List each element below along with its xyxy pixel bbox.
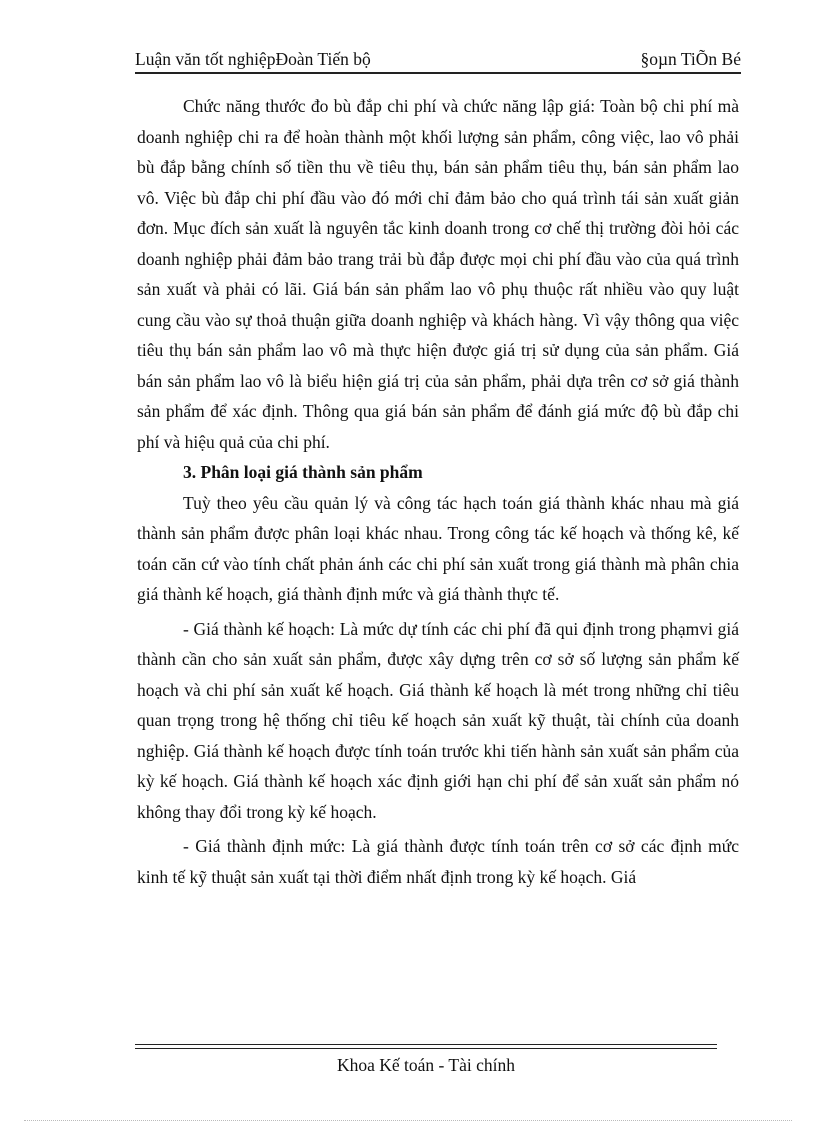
paragraph-price-functions: Chức năng thước đo bù đắp chi phí và chức năng lập giá: Toàn bộ chi phí mà doanh nghiệp chi ra để hoàn thành một khối lượng sản phẩm, công việc, lao vô phải bù đắp bằng chính số tiền thu về tiêu thụ, bán sản phẩm tiêu thụ, bán sản phẩm lao vô. Việc bù đắp chi phí đầu vào đó mới chỉ đảm bảo cho quá trình tái sản xuất giản đơn. Mục đích sản xuất là nguyên tắc kinh doanh trong cơ chế thị trường đòi hỏi các doanh nghiệp phải đảm bảo trang trải bù đắp được mọi chi phí đầu vào của quá trình sản xuất và phải có lãi. Giá bán sản phẩm lao vô phụ thuộc rất nhiều vào quy luật cung cầu vào sự thoả thuận giữa doanh nghiệp và khách hàng. Vì vậy thông qua việc tiêu thụ bán sản phẩm lao vô mà thực hiện được giá trị sử dụng của sản phẩm. Giá bán sản phẩm lao vô là biểu hiện giá trị của sản phẩm, phải dựa trên cơ sở giá thành sản phẩm để xác định. Thông qua giá bán sản phẩm để đánh giá mức độ bù đắp chi phí và hiệu quả của chi phí. <box>137 96 739 452</box>
paragraph-planned-cost: - Giá thành kế hoạch: Là mức dự tính các chi phí đã qui định trong phạmvi giá thành cần cho sản xuất sản phẩm, được xây dựng trên cơ sở số lượng sản phẩm kế hoạch và chi phí sản xuất kế hoạch. Giá thành kế hoạch là mét trong những chỉ tiêu quan trọng trong hệ thống chỉ tiêu kế hoạch sản xuất kỹ thuật, tài chính của doanh nghiệp. Giá thành kế hoạch được tính toán trước khi tiến hành sản xuất sản phẩm của kỳ kế hoạch. Giá thành kế hoạch xác định giới hạn chi phí để sản xuất sản phẩm nó không thay đổi trong kỳ kế hoạch. <box>137 618 739 822</box>
document-body <box>137 91 739 892</box>
header-left-title: Luận văn tốt nghiệpĐoàn Tiến bộ <box>135 49 371 69</box>
footer-divider <box>135 1044 717 1049</box>
paragraph-classification: Tuỳ theo yêu cầu quản lý và công tác hạch toán giá thành khác nhau mà giá thành sản phẩm được phân loại khác nhau. Trong công tác kế hoạch và thống kê, kế toán căn cứ vào tính chất phản ánh các chi phí sản xuất trong giá thành mà phân chia giá thành kế hoạch, giá thành định mức và giá thành thực tế. <box>137 492 739 604</box>
section-heading: 3. Phân loại giá thành sản phẩm <box>183 462 423 482</box>
page-footer: Khoa Kế toán - Tài chính <box>336 1055 516 1075</box>
paragraph-standard-cost: - Giá thành định mức: Là giá thành được tính toán trên cơ sở các định mức kinh tế kỹ thuật sản xuất tại thời điểm nhất định trong kỳ kế hoạch. Giá <box>137 836 739 887</box>
header-right-author: §oµn TiÕn Bé <box>640 49 741 69</box>
header-divider <box>135 72 741 74</box>
page-header <box>135 48 741 70</box>
page-bottom-edge <box>24 1120 792 1121</box>
